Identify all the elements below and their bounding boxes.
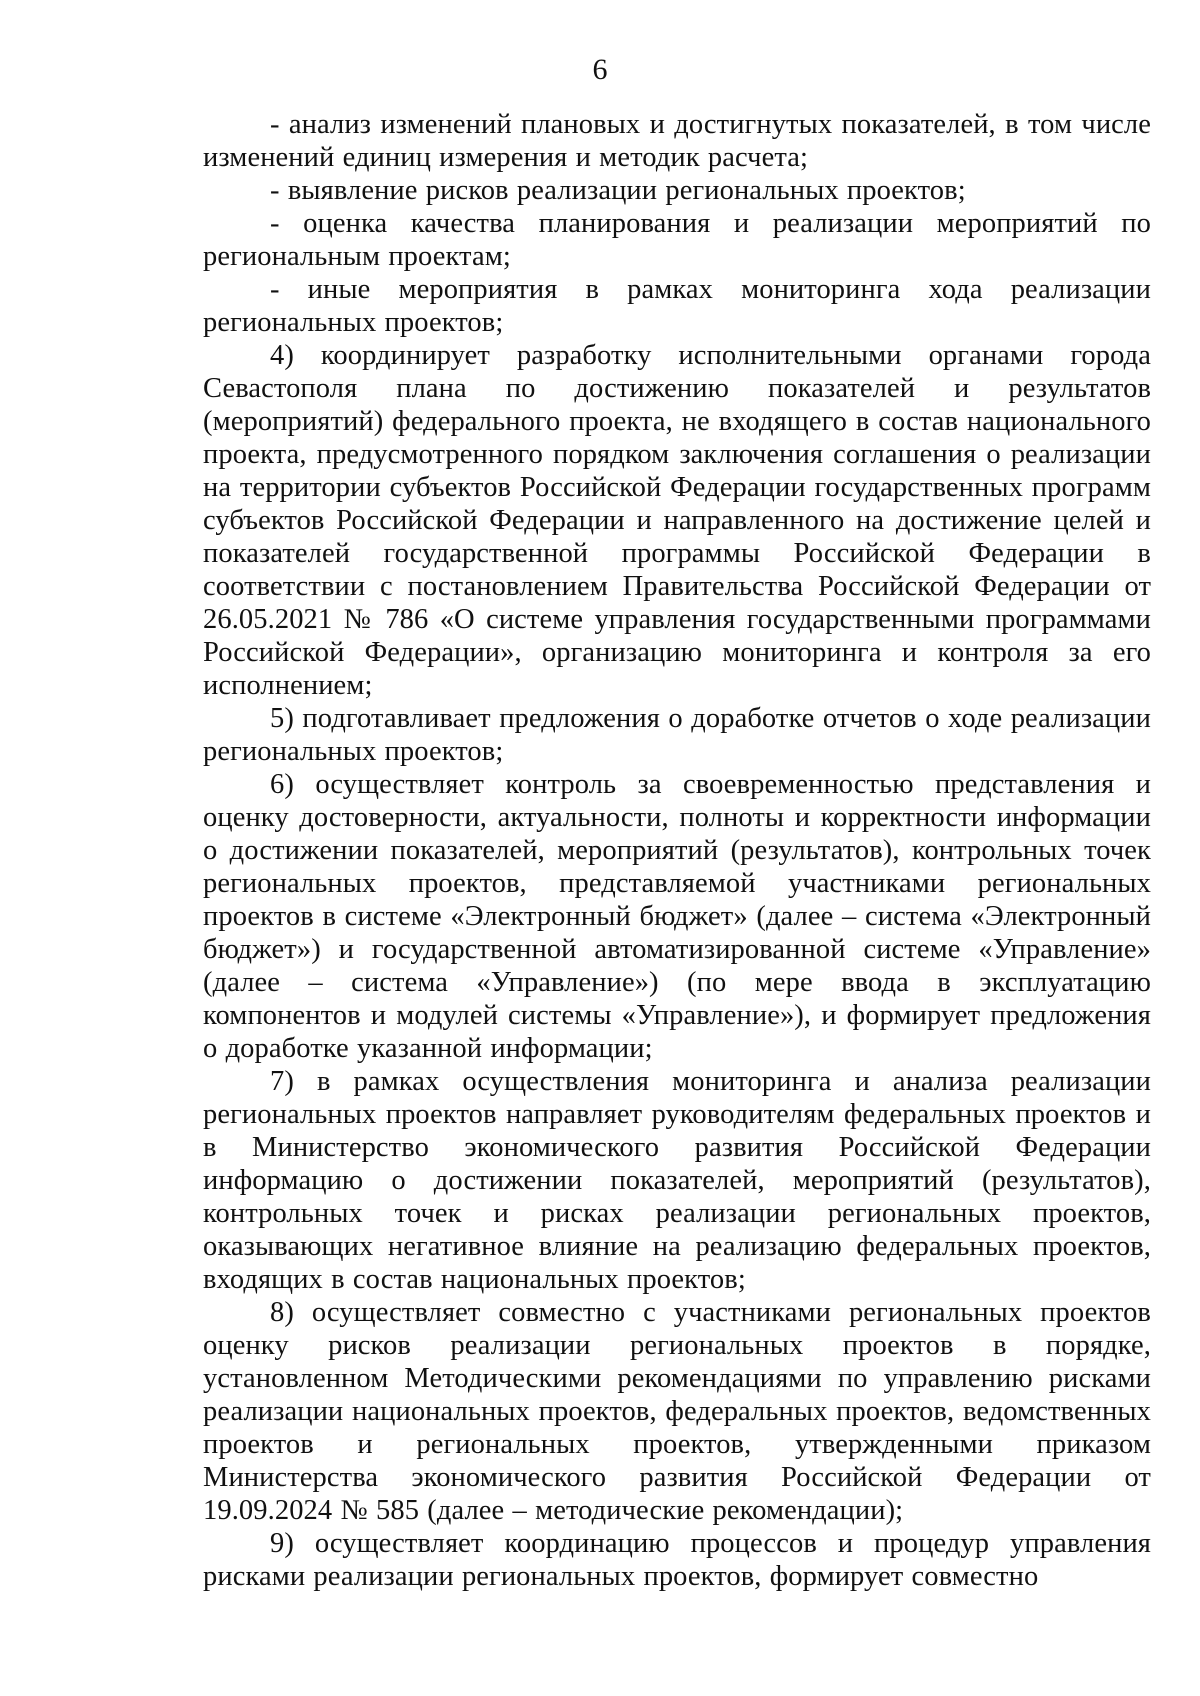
paragraph-item-8: 8) осуществляет совместно с участниками региональных проектов оценку рисков реализации региональных проектов в порядке, установленном Методическими рекомендациями по управлению рисками реализации национальных проектов, федеральных проектов, ведомственных проектов и региональных проектов, утвержденными приказом Министерства экономического развития Российской Федерации от 19.09.2024 № 585 (далее – методические рекомендации);	[203, 1297, 1151, 1526]
paragraph-item-6: 6) осуществляет контроль за своевременностью представления и оценку достоверности, актуальности, полноты и корректности информации о достижении показателей, мероприятий (результатов), контрольных точек региональных проектов, представляемой участниками региональных проектов в системе «Электронный бюджет» (далее – система «Электронный бюджет») и государственной автоматизированной системе «Управление» (далее – система «Управление») (по мере ввода в эксплуатацию компонентов и модулей системы «Управление»), и формирует предложения о доработке указанной информации;	[203, 769, 1151, 1064]
document-body	[203, 108, 1151, 1593]
paragraph-quality-assessment: - оценка качества планирования и реализации мероприятий по региональным проектам;	[203, 208, 1151, 272]
paragraph-item-4: 4) координирует разработку исполнительными органами города Севастополя плана по достижению показателей и результатов (мероприятий) федерального проекта, не входящего в состав национального проекта, предусмотренного порядком заключения соглашения о реализации на территории субъектов Российской Федерации государственных программ субъектов Российской Федерации и направленного на достижение целей и показателей государственной программы Российской Федерации в соответствии с постановлением Правительства Российской Федерации от 26.05.2021 № 786 «О системе управления государственными программами Российской Федерации», организацию мониторинга и контроля за его исполнением;	[203, 340, 1151, 701]
paragraph-item-7: 7) в рамках осуществления мониторинга и анализа реализации региональных проектов направляет руководителям федеральных проектов и в Министерство экономического развития Российской Федерации информацию о достижении показателей, мероприятий (результатов), контрольных точек и рисках реализации региональных проектов, оказывающих негативное влияние на реализацию федеральных проектов, входящих в состав национальных проектов;	[203, 1066, 1151, 1295]
paragraph-other-activities: - иные мероприятия в рамках мониторинга хода реализации региональных проектов;	[203, 274, 1151, 338]
paragraph-item-9: 9) осуществляет координацию процессов и процедур управления рисками реализации региональных проектов, формирует совместно	[203, 1528, 1151, 1592]
paragraph-analysis-changes: - анализ изменений плановых и достигнутых показателей, в том числе изменений единиц измерения и методик расчета;	[203, 109, 1151, 173]
page-number: 6	[592, 53, 608, 86]
paragraph-risk-identification: - выявление рисков реализации региональных проектов;	[270, 175, 966, 206]
paragraph-item-5: 5) подготавливает предложения о доработке отчетов о ходе реализации региональных проектов;	[203, 703, 1151, 767]
